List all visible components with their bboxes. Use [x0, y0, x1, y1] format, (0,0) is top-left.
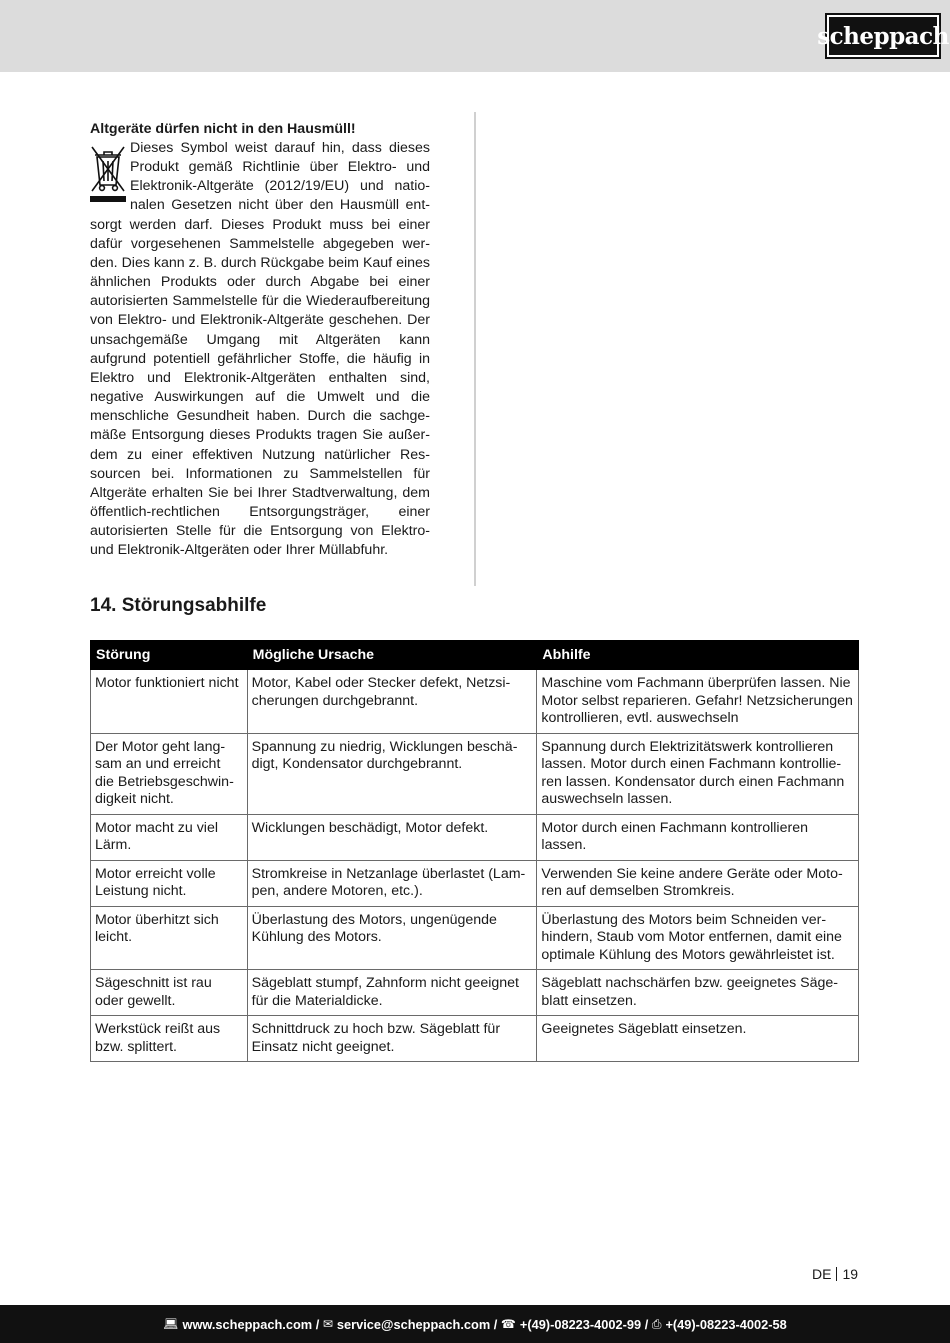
table-row [91, 970, 859, 1016]
header-cause: Mögliche Ursache [247, 641, 537, 670]
page-number-divider [836, 1267, 837, 1281]
fault-cell: Motor macht zu viel Lärm. [91, 814, 248, 860]
footer-email[interactable]: service@scheppach.com [336, 1316, 491, 1332]
disposal-text: Dieses Symbol weist darauf hin, dass dieses Produkt gemäß Richtlinie über Elektro- und Elektronik-Altgeräte (2012/19/EU) und nationalen Gesetzen nicht über den Hausmüll entsorgt werden darf. Dieses Produkt muss bei einer dafür vorgesehenen Sammelstelle abgegeben werden. Dies kann z. B. durch Rückgabe beim Kauf eines ähnlichen Produkts oder durch Abgabe bei einer autorisierten Sammelstelle für die Wiederaufbereitung von Elektro- und Elektronik-Altgeräte geschehen. Der unsachgemäße Umgang mit Altgeräten kann aufgrund potentiell gefährlicher Stoffe, die häufig in Elektro und Elektronik-Altgeräten enthalten sind, negative Auswirkungen auf die Umwelt und die menschliche Gesundheit haben. Durch die sachgemäße Entsorgung dieses Produkts tragen Sie außerdem zu einer effektiven Nutzung natürlicher Ressourcen bei. Informationen zu Sammelstellen für Altgeräte erhalten Sie bei Ihrer Stadtverwaltung, dem öffentlich-rechtlichen Entsorgungsträger, einer autorisierten Stelle für die Entsorgung von Elektro- und Elektronik-Altgeräten oder Ihrer Müllabfuhr. [90, 140, 430, 559]
section-title: 14. Störungsabhilfe [90, 595, 267, 616]
table-row [91, 860, 859, 906]
remedy-cell: Spannung durch Elektrizitätswerk kontrollieren lassen. Motor durch einen Fachmann kontrollieren lassen. Kondensator durch einen Fachmann auswechseln lassen. [537, 733, 859, 814]
brand-logo: scheppach [825, 13, 941, 59]
page-number [812, 1265, 858, 1283]
envelope-icon: ✉︎ [322, 1317, 333, 1331]
remedy-cell: Verwenden Sie keine andere Geräte oder Motoren auf demselben Stromkreis. [537, 860, 859, 906]
header-fault: Störung [91, 641, 248, 670]
cause-cell: Schnittdruck zu hoch bzw. Sägeblatt für Einsatz nicht geeignet. [247, 1016, 537, 1062]
page-number-value: 19 [842, 1266, 859, 1282]
fault-cell: Motor überhitzt sich leicht. [91, 906, 248, 970]
footer-website[interactable]: www.scheppach.com [182, 1316, 313, 1332]
fault-cell: Der Motor geht langsam an und erreicht die Betriebsgeschwindigkeit nicht. [91, 733, 248, 814]
contact-footer [0, 1305, 950, 1343]
cause-cell: Überlastung des Motors, ungenügende Kühlung des Motors. [247, 906, 537, 970]
disposal-title: Altgeräte dürfen nicht in den Hausmüll! [90, 121, 356, 137]
table-row [91, 906, 859, 970]
fault-cell: Motor funktioniert nicht [91, 670, 248, 734]
header-remedy: Abhilfe [537, 641, 859, 670]
computer-icon: 💻︎ [163, 1317, 179, 1331]
footer-phone[interactable]: +(49)-08223-4002-99 [519, 1316, 642, 1332]
cause-cell: Spannung zu niedrig, Wicklungen beschädigt, Kondensator durchgebrannt. [247, 733, 537, 814]
remedy-cell: Maschine vom Fachmann überprüfen lassen. Nie Motor selbst reparieren. Gefahr! Netzsicherungen kontrollieren, evtl. auswechseln [537, 670, 859, 734]
page-language: DE [812, 1266, 832, 1282]
crossed-out-wheelie-bin-icon [90, 141, 126, 203]
fax-icon: ⎙ [651, 1316, 662, 1331]
telephone-icon: ☎︎ [500, 1317, 516, 1331]
fault-cell: Werkstück reißt aus bzw. splittert. [91, 1016, 248, 1062]
cause-cell: Motor, Kabel oder Stecker defekt, Netzsicherungen durchgebrannt. [247, 670, 537, 734]
cause-cell: Sägeblatt stumpf, Zahnform nicht geeignet für die Materialdicke. [247, 970, 537, 1016]
cause-cell: Wicklungen beschädigt, Motor defekt. [247, 814, 537, 860]
disposal-notice [90, 120, 430, 560]
header-band [0, 0, 950, 72]
table-row [91, 733, 859, 814]
footer-separator: / [490, 1316, 501, 1332]
remedy-cell: Überlastung des Motors beim Schneiden verhindern, Staub vom Motor entfernen, damit eine optimale Kühlung des Motors gewährleistet ist. [537, 906, 859, 970]
table-row [91, 814, 859, 860]
footer-fax: +(49)-08223-4002-58 [665, 1316, 787, 1332]
column-divider [474, 112, 476, 586]
remedy-cell: Motor durch einen Fachmann kontrollieren lassen. [537, 814, 859, 860]
troubleshooting-table [90, 640, 859, 1062]
table-header-row [91, 641, 859, 670]
table-row [91, 1016, 859, 1062]
footer-separator: / [312, 1316, 323, 1332]
remedy-cell: Geeignetes Sägeblatt einsetzen. [537, 1016, 859, 1062]
cause-cell: Stromkreise in Netzanlage überlastet (Lampen, andere Motoren, etc.). [247, 860, 537, 906]
footer-separator: / [641, 1316, 652, 1332]
fault-cell: Sägeschnitt ist rau oder gewellt. [91, 970, 248, 1016]
fault-cell: Motor erreicht volle Leistung nicht. [91, 860, 248, 906]
remedy-cell: Sägeblatt nachschärfen bzw. geeignetes Sägeblatt einsetzen. [537, 970, 859, 1016]
table-row [91, 670, 859, 734]
